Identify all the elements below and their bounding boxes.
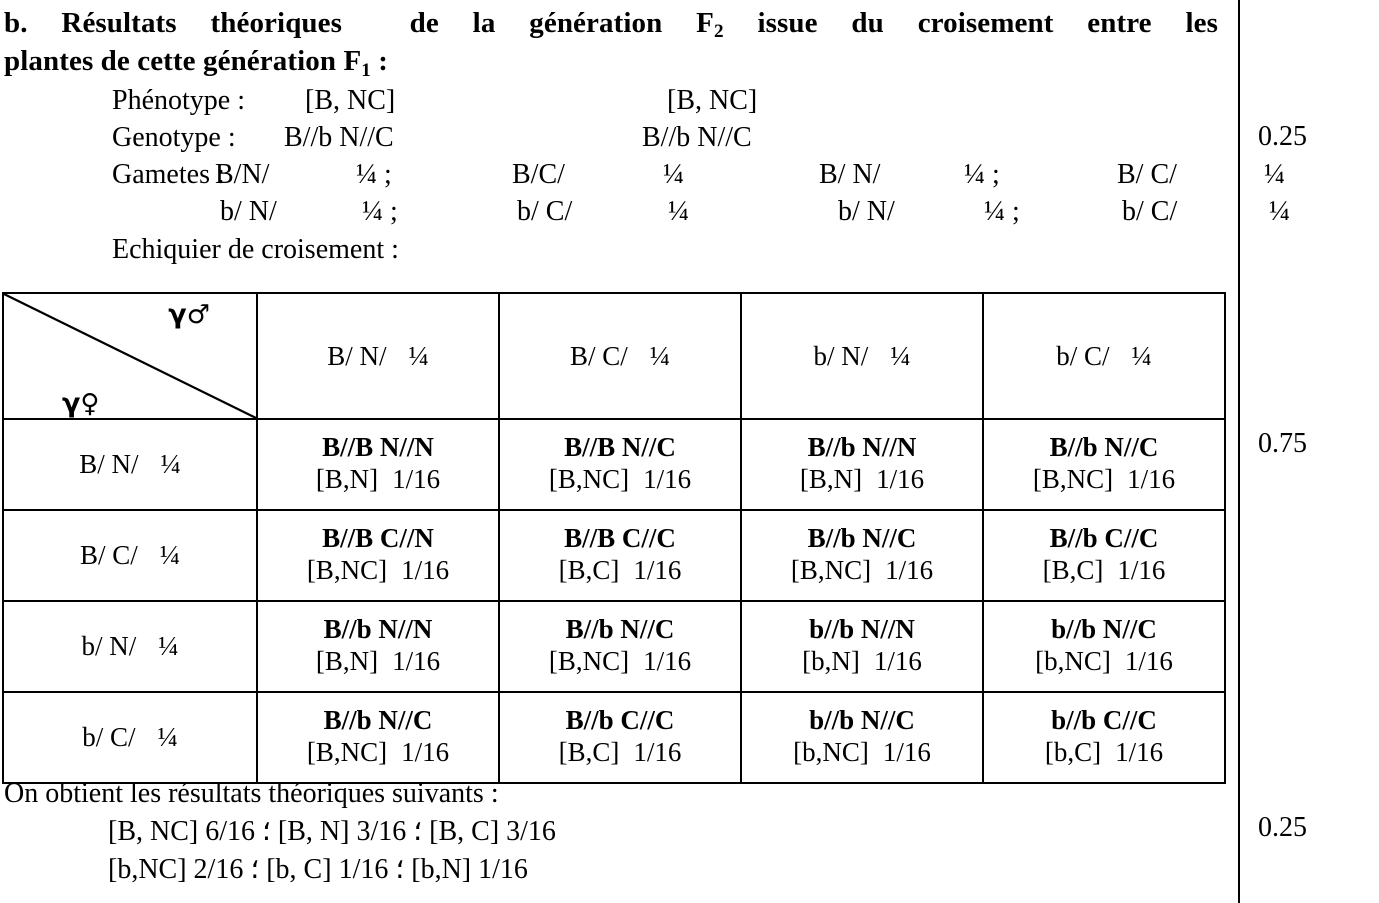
result-pheno-6: [b,N] <box>411 853 472 885</box>
result-freq-3: 3/16 <box>506 815 556 847</box>
gamete-freq-2-1: ¼ ; <box>964 158 1000 190</box>
gamma-symbol-male: γ <box>168 299 187 330</box>
col-header-allele-4: b/ C/ <box>1056 340 1110 371</box>
male-gamete-header <box>168 298 210 331</box>
punnett-col-header-2 <box>499 293 741 419</box>
punnett-row-header-4 <box>3 692 257 783</box>
punnett-row <box>3 601 1225 692</box>
cell-genotype: b//b N//N <box>809 614 915 645</box>
phenotype-parent-1: [B, NC] <box>305 84 396 116</box>
row-header-allele-1: B/ N/ <box>79 449 139 479</box>
result-pheno-1: [B, NC] <box>108 815 199 847</box>
result-pheno-3: [B, C] <box>429 815 500 847</box>
gamete-2-2: B/ C/ <box>1117 158 1177 190</box>
cell-frequency: 1/16 <box>392 646 441 676</box>
gamete-1-1: B/N/ <box>215 158 270 190</box>
punnett-row <box>3 510 1225 601</box>
cell-phenotype: [B,NC] <box>548 646 630 676</box>
genotype-label: Genotype : <box>112 121 236 153</box>
gamete-freq-2-4: ¼ <box>1269 195 1290 227</box>
row-header-allele-2: B/ C/ <box>79 540 138 570</box>
cell-phenotype: [B,NC] <box>1032 464 1114 494</box>
cell-genotype: B//b N//N <box>323 614 433 645</box>
genotype-parent-2: B//b N//C <box>642 121 752 153</box>
result-freq-4: 2/16 <box>193 853 244 885</box>
cell-frequency: 1/16 <box>876 464 925 494</box>
punnett-cell-2-4 <box>983 510 1225 601</box>
heading-colon: : <box>378 45 389 78</box>
heading-part-b: de la génération F <box>409 7 714 39</box>
row-header-allele-3: b/ N/ <box>81 631 137 661</box>
punnett-cell-3-3 <box>741 601 983 692</box>
result-pheno-2: [B, N] <box>277 815 350 847</box>
gametes-row-2 <box>112 194 1290 231</box>
score-value-2: 0.75 <box>1258 428 1307 459</box>
cell-genotype: B//b C//C <box>1049 523 1159 554</box>
col-header-freq-3: ¼ <box>890 340 911 371</box>
phenotype-label: Phénotype : <box>112 84 245 116</box>
gamete-freq-1-2: ¼ <box>663 158 684 190</box>
cell-phenotype: [B,C] <box>1042 555 1104 585</box>
cell-phenotype: [B,NC] <box>306 737 388 767</box>
gamete-freq-1-1: ¼ ; <box>356 158 392 190</box>
cell-frequency: 1/16 <box>633 737 682 767</box>
heading-line-1 <box>4 4 1218 42</box>
cell-genotype: B//b N//N <box>807 432 917 463</box>
male-symbol-icon: ♂ <box>186 300 210 330</box>
female-gamete-header <box>62 387 99 420</box>
row-header-freq-3: ¼ <box>158 631 179 661</box>
cell-genotype: B//B C//N <box>322 523 434 554</box>
col-header-freq-4: ¼ <box>1131 340 1152 371</box>
cell-frequency: 1/16 <box>401 555 450 585</box>
result-freq-1: 6/16 <box>205 815 256 847</box>
cell-frequency: 1/16 <box>885 555 934 585</box>
punnett-cell-3-1 <box>257 601 499 692</box>
punnett-cell-1-1 <box>257 419 499 510</box>
cell-genotype: b//b C//C <box>1051 705 1157 736</box>
cell-phenotype: [B,N] <box>315 646 379 676</box>
cell-genotype: B//B C//C <box>564 523 676 554</box>
cell-phenotype: [b,NC] <box>793 737 869 767</box>
conclusion-results-line-1 <box>0 813 1230 851</box>
cell-frequency: 1/16 <box>1115 737 1164 767</box>
punnett-row-header-3 <box>3 601 257 692</box>
punnett-cell-4-1 <box>257 692 499 783</box>
col-header-freq-2: ¼ <box>649 340 671 371</box>
section-heading <box>0 0 1230 81</box>
punnett-row-header-2 <box>3 510 257 601</box>
gamete-1-4: b/ C/ <box>517 195 573 227</box>
cell-genotype: B//b N//C <box>323 705 433 736</box>
punnett-cell-1-3 <box>741 419 983 510</box>
row-header-allele-4: b/ C/ <box>82 722 136 752</box>
result-pheno-4: [b,NC] <box>108 853 187 885</box>
genotype-parent-1: B//b N//C <box>284 121 394 153</box>
result-separator: ؛ <box>413 815 423 847</box>
cell-frequency: 1/16 <box>643 464 692 494</box>
punnett-cell-4-2 <box>499 692 741 783</box>
punnett-corner-cell <box>3 293 257 419</box>
cell-frequency: 1/16 <box>873 646 922 676</box>
cell-frequency: 1/16 <box>401 737 450 767</box>
cell-genotype: B//b N//C <box>1049 432 1159 463</box>
score-value-1: 0.25 <box>1258 121 1307 152</box>
punnett-row <box>3 419 1225 510</box>
cell-frequency: 1/16 <box>1117 555 1166 585</box>
punnett-square-table <box>2 292 1226 784</box>
heading-f2-subscript: 2 <box>713 21 724 43</box>
row-header-freq-2: ¼ <box>159 540 181 570</box>
cell-phenotype: [B,NC] <box>548 464 630 494</box>
punnett-cell-4-3 <box>741 692 983 783</box>
heading-line-2 <box>4 42 1218 80</box>
gamete-freq-2-2: ¼ <box>1264 158 1285 190</box>
col-header-allele-1: B/ N/ <box>327 340 387 371</box>
punnett-cell-3-4 <box>983 601 1225 692</box>
punnett-cell-1-2 <box>499 419 741 510</box>
gamete-2-3: b/ N/ <box>838 195 895 227</box>
punnett-row-header-1 <box>3 419 257 510</box>
cell-genotype: B//b N//C <box>807 523 917 554</box>
row-header-freq-1: ¼ <box>160 449 181 479</box>
cell-phenotype: [B,N] <box>799 464 863 494</box>
gamete-2-4: b/ C/ <box>1122 195 1178 227</box>
punnett-cell-4-4 <box>983 692 1225 783</box>
punnett-cell-2-2 <box>499 510 741 601</box>
gamete-2-1: B/ N/ <box>819 158 881 190</box>
heading-part-c: issue du croisement entre les <box>757 7 1218 39</box>
cell-genotype: b//b N//C <box>1051 614 1157 645</box>
gamete-freq-1-3: ¼ ; <box>362 195 398 227</box>
cell-genotype: B//b C//C <box>565 705 675 736</box>
cell-phenotype: [B,N] <box>315 464 379 494</box>
punnett-row <box>3 692 1225 783</box>
punnett-col-header-3 <box>741 293 983 419</box>
score-column-divider <box>1238 0 1240 903</box>
cell-frequency: 1/16 <box>1127 464 1176 494</box>
result-freq-6: 1/16 <box>478 853 528 885</box>
punnett-cell-2-3 <box>741 510 983 601</box>
cell-frequency: 1/16 <box>1124 646 1173 676</box>
heading-part-d: plantes de cette génération F <box>4 45 362 78</box>
punnett-cell-1-4 <box>983 419 1225 510</box>
result-freq-2: 3/16 <box>356 815 407 847</box>
cell-phenotype: [B,C] <box>558 737 620 767</box>
cell-phenotype: [b,NC] <box>1035 646 1111 676</box>
result-separator: ؛ <box>250 853 260 885</box>
phenotype-parent-2: [B, NC] <box>667 84 758 116</box>
conclusion-intro: On obtient les résultats théoriques suivants : <box>4 778 499 809</box>
cell-phenotype: [B,NC] <box>306 555 388 585</box>
result-freq-5: 1/16 <box>338 853 389 885</box>
result-separator: ؛ <box>395 853 405 885</box>
echiquier-label: Echiquier de croisement : <box>112 233 399 265</box>
punnett-col-header-1 <box>257 293 499 419</box>
cell-genotype: b//b N//C <box>809 705 915 736</box>
punnett-cell-2-1 <box>257 510 499 601</box>
heading-f1-subscript: 1 <box>361 59 371 81</box>
conclusion-results-line-2 <box>0 851 1230 889</box>
cell-phenotype: [b,C] <box>1044 737 1102 767</box>
gamete-freq-1-4: ¼ <box>668 195 689 227</box>
gamete-1-3: b/ N/ <box>220 195 277 227</box>
cell-frequency: 1/16 <box>882 737 931 767</box>
conclusion-block <box>0 775 1230 888</box>
cell-phenotype: [B,C] <box>558 555 620 585</box>
cell-genotype: B//B N//C <box>564 432 676 463</box>
col-header-allele-3: b/ N/ <box>813 340 869 371</box>
gamete-freq-2-3: ¼ ; <box>984 195 1020 227</box>
gamete-1-2: B/C/ <box>512 158 565 190</box>
gametes-row-1 <box>112 157 1285 194</box>
score-value-3: 0.25 <box>1258 812 1307 843</box>
gamma-symbol-female: γ <box>62 388 81 419</box>
cell-genotype: B//B N//N <box>322 432 434 463</box>
punnett-cell-3-2 <box>499 601 741 692</box>
cell-phenotype: [b,N] <box>802 646 860 676</box>
punnett-header-row <box>3 293 1225 419</box>
phenotype-row <box>112 83 1230 120</box>
heading-part-a: b. Résultats théoriques <box>4 7 343 39</box>
cell-frequency: 1/16 <box>643 646 692 676</box>
cell-frequency: 1/16 <box>392 464 441 494</box>
gametes-label: Gametes : <box>112 158 225 190</box>
punnett-col-header-4 <box>983 293 1225 419</box>
result-pheno-5: [b, C] <box>266 853 332 885</box>
col-header-freq-1: ¼ <box>408 340 429 371</box>
diagonal-divider-icon <box>4 294 256 418</box>
female-symbol-icon: ♀ <box>80 389 100 419</box>
cell-phenotype: [B,NC] <box>790 555 872 585</box>
col-header-allele-2: B/ C/ <box>569 340 628 371</box>
result-separator: ؛ <box>262 815 271 847</box>
cell-frequency: 1/16 <box>633 555 682 585</box>
cell-genotype: B//b N//C <box>565 614 675 645</box>
genotype-row <box>112 120 1230 157</box>
row-header-freq-4: ¼ <box>157 722 178 752</box>
